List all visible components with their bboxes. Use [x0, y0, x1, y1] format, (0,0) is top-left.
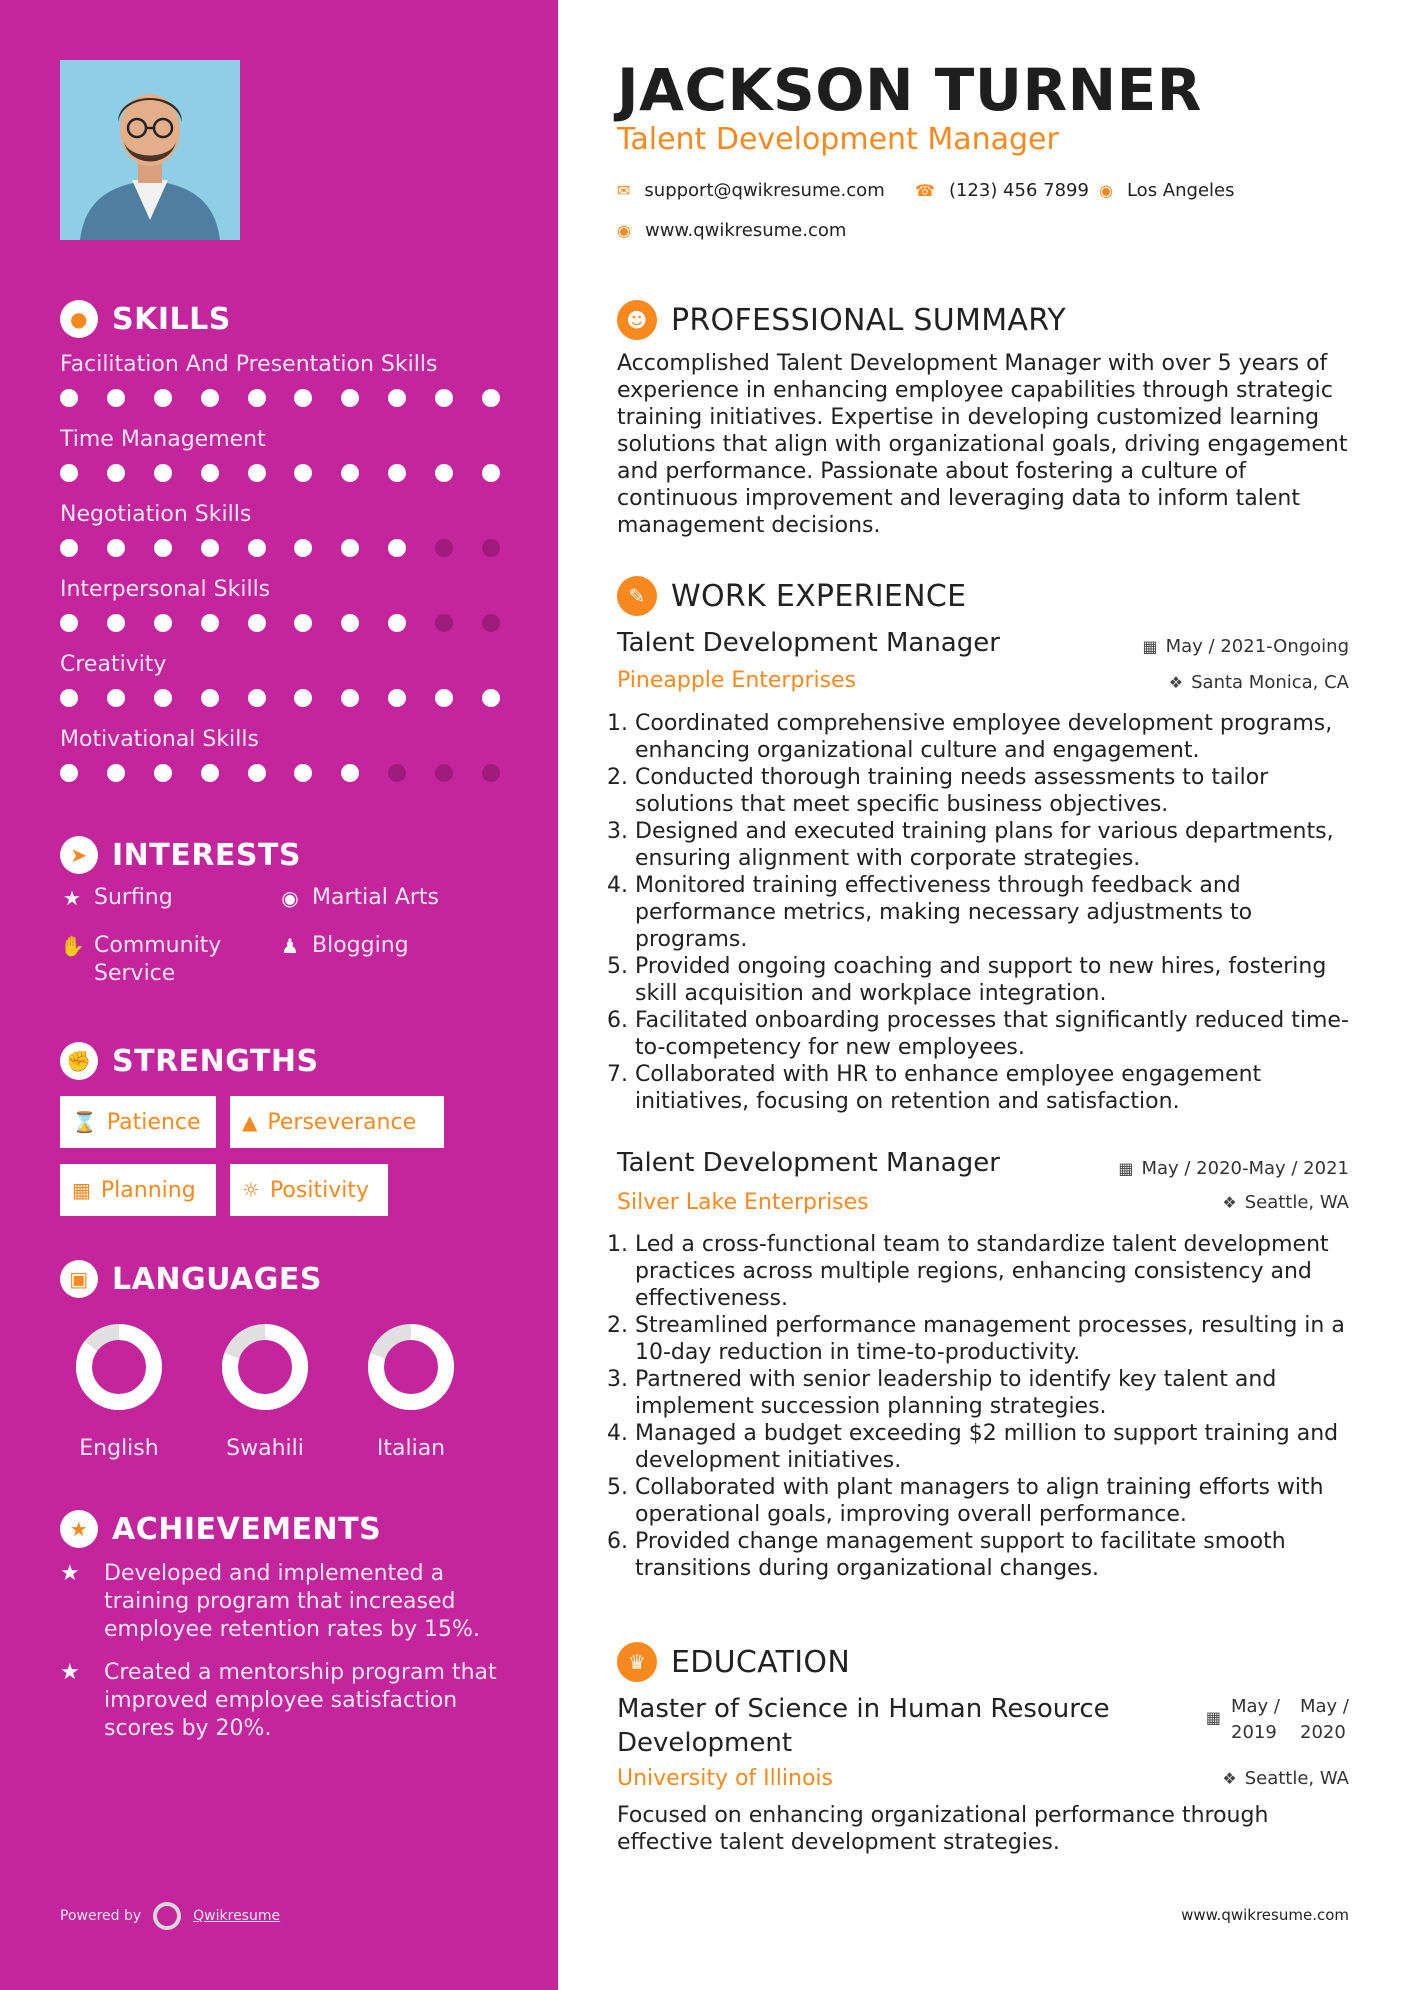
job-bullet: 4. Managed a budget exceeding $2 million to support training and development initiatives.	[635, 1420, 1349, 1474]
rating-dot	[388, 764, 406, 782]
road-icon: ▲	[242, 1110, 258, 1134]
candidate-name: JACKSON TURNER	[617, 56, 1202, 124]
job-bullet: 3. Partnered with senior leadership to identify key talent and implement succession planning strategies.	[635, 1366, 1349, 1420]
strength-planning: ▦ Planning	[60, 1164, 216, 1216]
rating-dot	[248, 539, 266, 557]
interest-blogging: ♟ Blogging	[278, 932, 409, 960]
rating-dot	[435, 389, 453, 407]
rating-dot	[482, 764, 500, 782]
calendar-icon: ▦	[1118, 1159, 1134, 1178]
job-bullet: 3. Designed and executed training plans for various departments, ensuring alignment with corporate strategies.	[635, 818, 1349, 872]
contact-location: ◉ Los Angeles	[1099, 180, 1235, 201]
education-dates: ▦ May / 2019 May / 2020	[1205, 1696, 1349, 1743]
strengths-heading: ✊ STRENGTHS	[60, 1042, 319, 1080]
interest-surfing: ★ Surfing	[60, 884, 173, 912]
rating-dot	[482, 464, 500, 482]
rating-dot	[248, 614, 266, 632]
education-description: Focused on enhancing organizational performance through effective talent development strategies.	[617, 1803, 1269, 1855]
rating-dot	[248, 764, 266, 782]
skill-name: Facilitation And Presentation Skills	[60, 352, 438, 377]
language-gauge	[76, 1324, 162, 1410]
strength-perseverance: ▲ Perseverance	[230, 1096, 444, 1148]
rating-dot	[107, 539, 125, 557]
skill-name: Creativity	[60, 652, 167, 677]
rating-dot	[388, 689, 406, 707]
job-company: Pineapple Enterprises	[617, 668, 857, 693]
rating-dot	[341, 539, 359, 557]
footer-url[interactable]: www.qwikresume.com	[1181, 1906, 1349, 1924]
rating-dot	[435, 539, 453, 557]
pin-icon: ❖	[1222, 1769, 1237, 1788]
language-gauge	[368, 1324, 454, 1410]
interest-martial-arts: ◉ Martial Arts	[278, 884, 439, 912]
school-name: University of Illinois	[617, 1766, 833, 1791]
job-location: ❖ Santa Monica, CA	[1168, 672, 1349, 693]
job-bullet: 2. Streamlined performance management processes, resulting in a 10-day reduction in time-to-productivity.	[635, 1312, 1349, 1366]
achievement-item: ★ Created a mentorship program that improved employee satisfaction scores by 20%.	[60, 1660, 497, 1741]
job-title: Talent Development Manager	[617, 1148, 1000, 1178]
skill-rating	[60, 764, 500, 782]
pin-icon: ❖	[1168, 673, 1184, 692]
language-item	[356, 1324, 466, 1461]
job-bullet: 2. Conducted thorough training needs assessments to tailor solutions that meet specific business objectives.	[635, 764, 1349, 818]
rating-dot	[294, 614, 312, 632]
skill-item	[60, 425, 500, 482]
fist-icon: ✊	[60, 1042, 98, 1080]
job-bullet: 6. Provided change management support to facilitate smooth transitions during organizational changes.	[635, 1528, 1349, 1582]
shooting-star-icon: ★	[60, 1660, 80, 1685]
skill-name: Negotiation Skills	[60, 502, 252, 527]
calendar-icon: ▦	[1142, 637, 1158, 656]
rating-dot	[201, 539, 219, 557]
job-bullet: 7. Collaborated with HR to enhance employee engagement initiatives, focusing on retention and satisfaction.	[635, 1061, 1349, 1115]
job-bullets	[617, 1231, 1349, 1582]
rating-dot	[107, 614, 125, 632]
calendar-icon: ▦	[72, 1178, 91, 1202]
users-icon: ♟	[281, 934, 299, 958]
job-bullet: 1. Led a cross-functional team to standardize talent development practices across multiple regions, enhancing consistency and effectiveness.	[635, 1231, 1349, 1312]
user-icon: ☻	[617, 300, 657, 340]
rating-dot	[482, 689, 500, 707]
rating-dot	[154, 389, 172, 407]
job-bullets	[617, 710, 1349, 1115]
rating-dot	[294, 764, 312, 782]
skill-item	[60, 650, 500, 707]
qwikresume-link[interactable]: Qwikresume	[193, 1908, 281, 1924]
skill-name: Time Management	[60, 427, 266, 452]
map-pin-icon: ◉	[1099, 181, 1113, 200]
job-bullet: 5. Provided ongoing coaching and support to new hires, fostering skill acquisition and workplace integration.	[635, 953, 1349, 1007]
shooting-star-icon: ★	[60, 1561, 80, 1586]
lightbulb-icon: ●	[60, 300, 98, 338]
skill-rating	[60, 614, 500, 632]
rating-dot	[107, 464, 125, 482]
job-bullet: 1. Coordinated comprehensive employee development programs, enhancing organizational culture and engagement.	[635, 710, 1349, 764]
rating-dot	[435, 464, 453, 482]
rating-dot	[341, 389, 359, 407]
qwikresume-logo-icon	[153, 1902, 181, 1930]
language-icon: ▣	[60, 1260, 98, 1298]
rating-dot	[388, 614, 406, 632]
language-name: Italian	[376, 1436, 446, 1461]
profile-photo	[60, 60, 240, 240]
rating-dot	[154, 464, 172, 482]
language-name: Swahili	[226, 1436, 304, 1461]
languages-heading: ▣ LANGUAGES	[60, 1260, 322, 1298]
award-star-icon: ★	[60, 1510, 98, 1548]
globe-icon: ◉	[281, 886, 299, 910]
rating-dot	[341, 689, 359, 707]
rating-dot	[60, 464, 78, 482]
skill-rating	[60, 389, 500, 407]
rating-dot	[388, 389, 406, 407]
hourglass-icon: ⌛	[72, 1110, 97, 1134]
education-location: ❖ Seattle, WA	[1222, 1768, 1349, 1789]
rating-dot	[107, 389, 125, 407]
skill-rating	[60, 464, 500, 482]
rating-dot	[341, 464, 359, 482]
rating-dot	[201, 689, 219, 707]
paper-plane-icon: ➤	[60, 836, 98, 874]
rating-dot	[341, 614, 359, 632]
rating-dot	[248, 464, 266, 482]
contact-phone[interactable]: ☎ (123) 456 7899	[915, 180, 1089, 201]
rating-dot	[201, 389, 219, 407]
envelope-icon: ✉	[617, 181, 631, 200]
job-dates: ▦ May / 2020-May / 2021	[1118, 1158, 1349, 1179]
powered-by: Powered by Qwikresume	[60, 1902, 280, 1930]
job-title: Talent Development Manager	[617, 628, 1000, 658]
rating-dot	[294, 389, 312, 407]
rating-dot	[248, 689, 266, 707]
job-company: Silver Lake Enterprises	[617, 1190, 869, 1215]
job-bullet: 5. Collaborated with plant managers to align training efforts with operational goals, improving overall performance.	[635, 1474, 1349, 1528]
rating-dot	[294, 689, 312, 707]
rating-dot	[435, 689, 453, 707]
rating-dot	[60, 689, 78, 707]
rating-dot	[435, 614, 453, 632]
rating-dot	[107, 689, 125, 707]
job-bullet: 6. Facilitated onboarding processes that significantly reduced time-to-competency for new employees.	[635, 1007, 1349, 1061]
skill-item	[60, 575, 500, 632]
achievements-heading: ★ ACHIEVEMENTS	[60, 1510, 381, 1548]
graduation-icon: ♛	[617, 1642, 657, 1682]
rating-dot	[60, 764, 78, 782]
rating-dot	[435, 764, 453, 782]
job-bullet: 4. Monitored training effectiveness through feedback and performance metrics, making necessary adjustments to programs.	[635, 872, 1349, 953]
skill-item	[60, 350, 500, 407]
skills-heading: ● SKILLS	[60, 300, 231, 338]
degree-title: Master of Science in Human Resource Development	[617, 1694, 1110, 1758]
briefcase-icon: ✎	[617, 576, 657, 616]
rating-dot	[154, 539, 172, 557]
rating-dot	[482, 389, 500, 407]
strength-positivity: ☼ Positivity	[230, 1164, 388, 1216]
job-location: ❖ Seattle, WA	[1222, 1192, 1349, 1213]
phone-icon: ☎	[915, 181, 935, 200]
strength-patience: ⌛ Patience	[60, 1096, 216, 1148]
rating-dot	[154, 614, 172, 632]
globe-icon: ◉	[617, 221, 631, 240]
rating-dot	[154, 764, 172, 782]
skill-name: Interpersonal Skills	[60, 577, 271, 602]
language-gauge	[222, 1324, 308, 1410]
rating-dot	[60, 389, 78, 407]
skill-name: Motivational Skills	[60, 727, 259, 752]
skill-item	[60, 500, 500, 557]
achievement-item: ★ Developed and implemented a training program that increased employee retention rates by 15%.	[60, 1561, 480, 1642]
education-heading: ♛ EDUCATION	[617, 1642, 850, 1682]
contact-website[interactable]: ◉ www.qwikresume.com	[617, 220, 847, 241]
contact-email[interactable]: ✉ support@qwikresume.com	[617, 180, 885, 201]
skill-item	[60, 725, 500, 782]
pin-icon: ❖	[1222, 1193, 1237, 1212]
language-name: English	[79, 1436, 159, 1461]
summary-text: Accomplished Talent Development Manager with over 5 years of experience in enhancing employee capabilities through strategic training initiatives. Expertise in developing customized learning solutions that align with organizational goals, driving engagement and performance. Passionate about fostering a culture of continuous improvement and leveraging data to inform talent management decisions.	[617, 351, 1348, 538]
rating-dot	[482, 539, 500, 557]
rating-dot	[201, 464, 219, 482]
summary-heading: ☻ PROFESSIONAL SUMMARY	[617, 300, 1066, 340]
candidate-role: Talent Development Manager	[617, 122, 1059, 157]
sun-icon: ☼	[242, 1178, 260, 1202]
experience-heading: ✎ WORK EXPERIENCE	[617, 576, 966, 616]
sidebar	[0, 0, 558, 1990]
calendar-icon: ▦	[1205, 1708, 1221, 1727]
interest-community-service: ✋ Community Service	[60, 933, 222, 986]
skill-rating	[60, 539, 500, 557]
interests-heading: ➤ INTERESTS	[60, 836, 301, 874]
rating-dot	[60, 614, 78, 632]
star-icon: ★	[63, 886, 81, 910]
rating-dot	[294, 464, 312, 482]
rating-dot	[201, 614, 219, 632]
rating-dot	[388, 464, 406, 482]
rating-dot	[294, 539, 312, 557]
language-item	[64, 1324, 174, 1461]
rating-dot	[341, 764, 359, 782]
rating-dot	[201, 764, 219, 782]
rating-dot	[60, 539, 78, 557]
rating-dot	[248, 389, 266, 407]
job-dates: ▦ May / 2021-Ongoing	[1142, 636, 1349, 657]
rating-dot	[154, 689, 172, 707]
language-item	[210, 1324, 320, 1461]
hand-icon: ✋	[60, 934, 85, 958]
rating-dot	[482, 614, 500, 632]
rating-dot	[107, 764, 125, 782]
rating-dot	[388, 539, 406, 557]
skill-rating	[60, 689, 500, 707]
